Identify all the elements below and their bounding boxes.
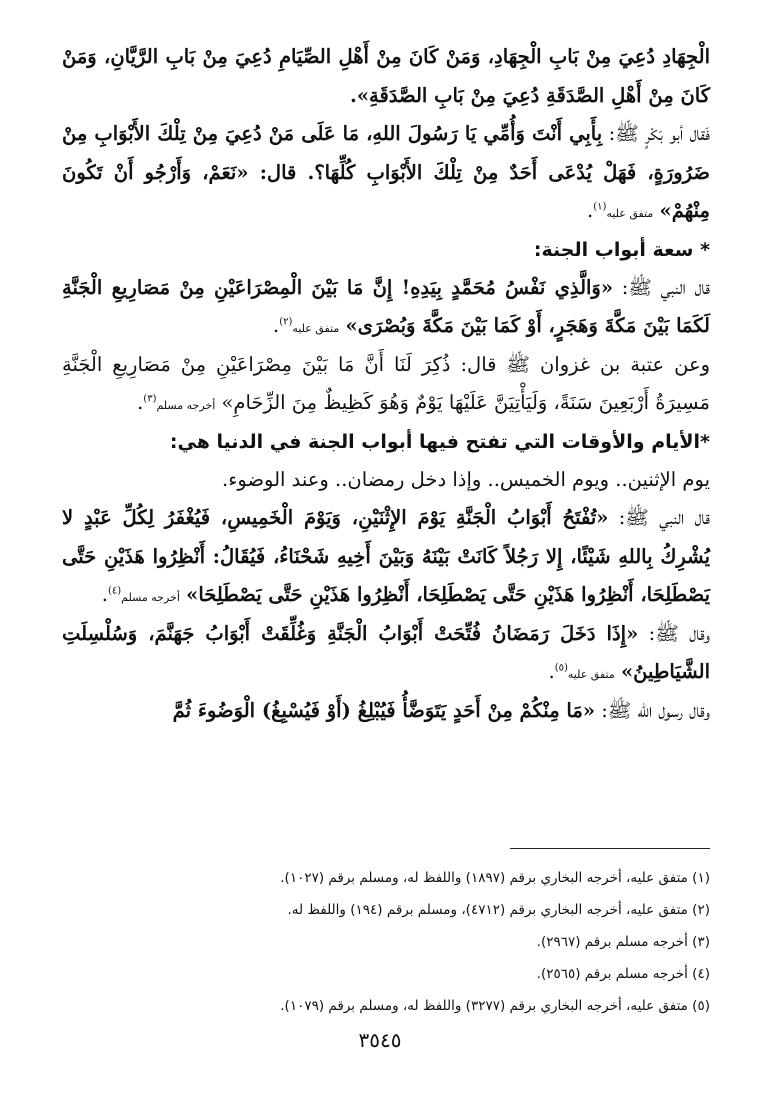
paragraph-utbah: وعن عتبة بن غزوان ﷺ قال: ذُكِرَ لَنَا أَنَّ مَا بَيْنَ مِصْرَاعَيْنِ مِنْ مَصَارِيعِ الْجَنَّةِ مَسِيرَةُ أَرْبَعِينَ سَنَةً، وَلَيَأْتِيَنَّ عَلَيْهَا يَوْمٌ وَهُوَ كَظِيظٌ مِنَ الزِّحَامِ» أخرجه مسلم$^{(٣)}$. — [62, 352, 710, 414]
source-reference: متفق عليه — [292, 322, 340, 335]
footnote-divider — [510, 848, 710, 849]
narrator-lead: وعن عتبة بن غزوان ﷺ قال: — [450, 352, 710, 376]
paragraph-abu-bakr: فَقال أبو بَكْرٍ ﷺ: بِأَبِي أَنْتَ وَأُمِّي يَا رَسُولَ اللهِ، مَا عَلَى مَنْ دُعِيَ مِنْ تِلْكَ الأَبْوَابِ مِنْ ضَرُورَةٍ، فَهَلْ يُدْعَى أَحَدٌ مِنْ تِلْكَ الأَبْوَابِ كُلِّهَا؟. قال: «نَعَمْ، وَأَرْجُو أَنْ تَكُونَ مِنْهُمْ» متفق عليه$^{(١)}$. — [62, 122, 710, 222]
paragraph-prophet-saying: قال النبي ﷺ: «وَالَّذِي نَفْسُ مُحَمَّدٍ بِيَدِهِ! إِنَّ مَا بَيْنَ الْمِصْرَاعَيْنِ مِنْ مَصَارِيعِ الْجَنَّةِ لَكَمَا بَيْنَ مَكَّةَ وَهَجَرٍ، أَوْ كَمَا بَيْنَ مَكَّةَ وَبُصْرَى» متفق عليه$^{(٢)}$. — [62, 275, 710, 337]
narrator-lead: وقال ﷺ: — [638, 621, 711, 645]
hadith-quote: «نَعَمْ، وَأَرْجُو أَنْ تَكُونَ مِنْهُمْ» — [62, 160, 710, 222]
footnote-marker: (٢) — [279, 316, 293, 328]
footnote-5: (٥) متفق عليه، أخرجه البخاري برقم (٣٢٧٧) واللفظ له، ومسلم برقم (١٠٧٩). — [280, 998, 710, 1014]
footnote-marker: (٥) — [554, 662, 568, 674]
footnote-3: (٣) أخرجه مسلم برقم (٢٩٦٧). — [536, 934, 710, 950]
hadith-text: الْجِهَادِ دُعِيَ مِنْ بَابِ الْجِهَادِ، وَمَنْ كَانَ مِنْ أَهْلِ الصِّيَامِ دُعِيَ مِنْ بَابِ الرَّيَّانِ، وَمَنْ كَانَ مِنْ أَهْلِ الصَّدَقَةِ دُعِيَ مِنْ بَابِ الصَّدَقَةِ». — [62, 45, 710, 107]
hadith-quote: «مَا مِنْكُمْ مِنْ أَحَدٍ يَتَوَضَّأُ فَيُبْلِغُ (أَوْ فَيُسْبِغُ) الْوَضُوءَ ثُمَّ — [172, 698, 596, 722]
narrator-lead: قال النبي ﷺ: — [613, 275, 710, 299]
hadith-quote: «تُفْتَحُ أَبْوَابُ الْجَنَّةِ يَوْمَ الإِثْنَيْنِ، وَيَوْمَ الْخَمِيسِ، فَيُغْفَرُ لِكُلِّ عَبْدٍ لا يُشْرِكُ بِاللهِ شَيْئًا، إِلا رَجُلاً كَانَتْ بَيْنَهُ وَبَيْنَ أَخِيهِ شَحْنَاءُ، فَيُقَالُ: أَنْظِرُوا هَذَيْنِ حَتَّى يَصْطَلِحَا، أَنْظِرُوا هَذَيْنِ حَتَّى يَصْطَلِحَا، أَنْظِرُوا هَذَيْنِ حَتَّى يَصْطَلِحَا» — [62, 506, 710, 606]
hadith-quote: «وَالَّذِي نَفْسُ مُحَمَّدٍ بِيَدِهِ! إِنَّ مَا بَيْنَ الْمِصْرَاعَيْنِ مِنْ مَصَارِيعِ الْجَنَّةِ لَكَمَا بَيْنَ مَكَّةَ وَهَجَرٍ، أَوْ كَمَا بَيْنَ مَكَّةَ وَبُصْرَى» — [62, 275, 710, 337]
source-reference: متفق عليه — [606, 207, 654, 220]
hadith-text: بِأَبِي أَنْتَ وَأُمِّي يَا رَسُولَ اللهِ، مَا عَلَى مَنْ دُعِيَ مِنْ تِلْكَ الأَبْوَابِ مِنْ ضَرُورَةٍ، فَهَلْ يُدْعَى أَحَدٌ مِنْ تِلْكَ الأَبْوَابِ كُلِّهَا؟. قال: — [62, 122, 710, 184]
hadith-quote: «إِذَا دَخَلَ رَمَضَانُ فُتِّحَتْ أَبْوَابُ الْجَنَّةِ وَغُلِّقَتْ أَبْوَابُ جَهَنَّمَ، وَسُلْسِلَتِ الشَّيَاطِينُ» — [62, 621, 710, 683]
footnote-1: (١) متفق عليه، أخرجه البخاري برقم (١٨٩٧) واللفظ له، ومسلم برقم (١٠٢٧). — [280, 870, 710, 886]
footnote-marker: (٣) — [143, 393, 157, 405]
source-reference: أخرجه مسلم — [121, 591, 180, 604]
section-heading-opening-days: *الأيام والأوقات التي تفتح فيها أبواب الجنة في الدنيا هي: — [169, 430, 710, 453]
footnote-2: (٢) متفق عليه، أخرجه البخاري برقم (٤٧١٢)، ومسلم برقم (١٩٤) واللفظ له. — [287, 902, 710, 918]
source-reference: أخرجه مسلم — [156, 399, 216, 412]
page-number: ٣٥٤٥ — [358, 1028, 402, 1052]
section-heading-width-of-gates: * سعة أبواب الجنة: — [533, 238, 710, 261]
narrator-lead: وقال رسول الله ﷺ: — [595, 698, 710, 722]
footnote-marker: (٤) — [107, 585, 122, 597]
paragraph-hadith-doors — [62, 38, 710, 115]
source-reference: متفق عليه — [567, 668, 615, 681]
footnote-marker: (١) — [593, 201, 607, 213]
hadith-text: ذُكِرَ لَنَا أَنَّ مَا بَيْنَ مِصْرَاعَيْنِ مِنْ مَصَارِيعِ الْجَنَّةِ مَسِيرَةُ أَرْبَعِينَ سَنَةً، وَلَيَأْتِيَنَّ عَلَيْهَا يَوْمٌ وَهُوَ كَظِيظٌ مِنَ الزِّحَامِ» — [62, 352, 710, 414]
narrator-lead: قال النبي ﷺ: — [608, 506, 711, 529]
paragraph-wudu — [62, 692, 710, 731]
footnotes — [62, 862, 710, 1022]
footnote-4: (٤) أخرجه مسلم برقم (٢٥٦٥). — [536, 966, 710, 982]
paragraph-days-list: يوم الإثنين.. ويوم الخميس.. وإذا دخل رمضان.. وعند الوضوء. — [222, 467, 710, 491]
paragraph-monday-thursday: قال النبي ﷺ: «تُفْتَحُ أَبْوَابُ الْجَنَّةِ يَوْمَ الإِثْنَيْنِ، وَيَوْمَ الْخَمِيسِ، فَيُغْفَرُ لِكُلِّ عَبْدٍ لا يُشْرِكُ بِاللهِ شَيْئًا، إِلا رَجُلاً كَانَتْ بَيْنَهُ وَبَيْنَ أَخِيهِ شَحْنَاءُ، فَيُقَالُ: أَنْظِرُوا هَذَيْنِ حَتَّى يَصْطَلِحَا، أَنْظِرُوا هَذَيْنِ حَتَّى يَصْطَلِحَا، أَنْظِرُوا هَذَيْنِ حَتَّى يَصْطَلِحَا» أخرجه مسلم$^{(٤)}$. — [62, 506, 711, 606]
page-body — [62, 38, 710, 730]
narrator-lead: فَقال أبو بَكْرٍ ﷺ: — [602, 122, 710, 145]
paragraph-ramadan: وقال ﷺ: «إِذَا دَخَلَ رَمَضَانُ فُتِّحَتْ أَبْوَابُ الْجَنَّةِ وَغُلِّقَتْ أَبْوَابُ جَهَنَّمَ، وَسُلْسِلَتِ الشَّيَاطِينُ» متفق عليه$^{(٥)}$. — [62, 621, 711, 683]
